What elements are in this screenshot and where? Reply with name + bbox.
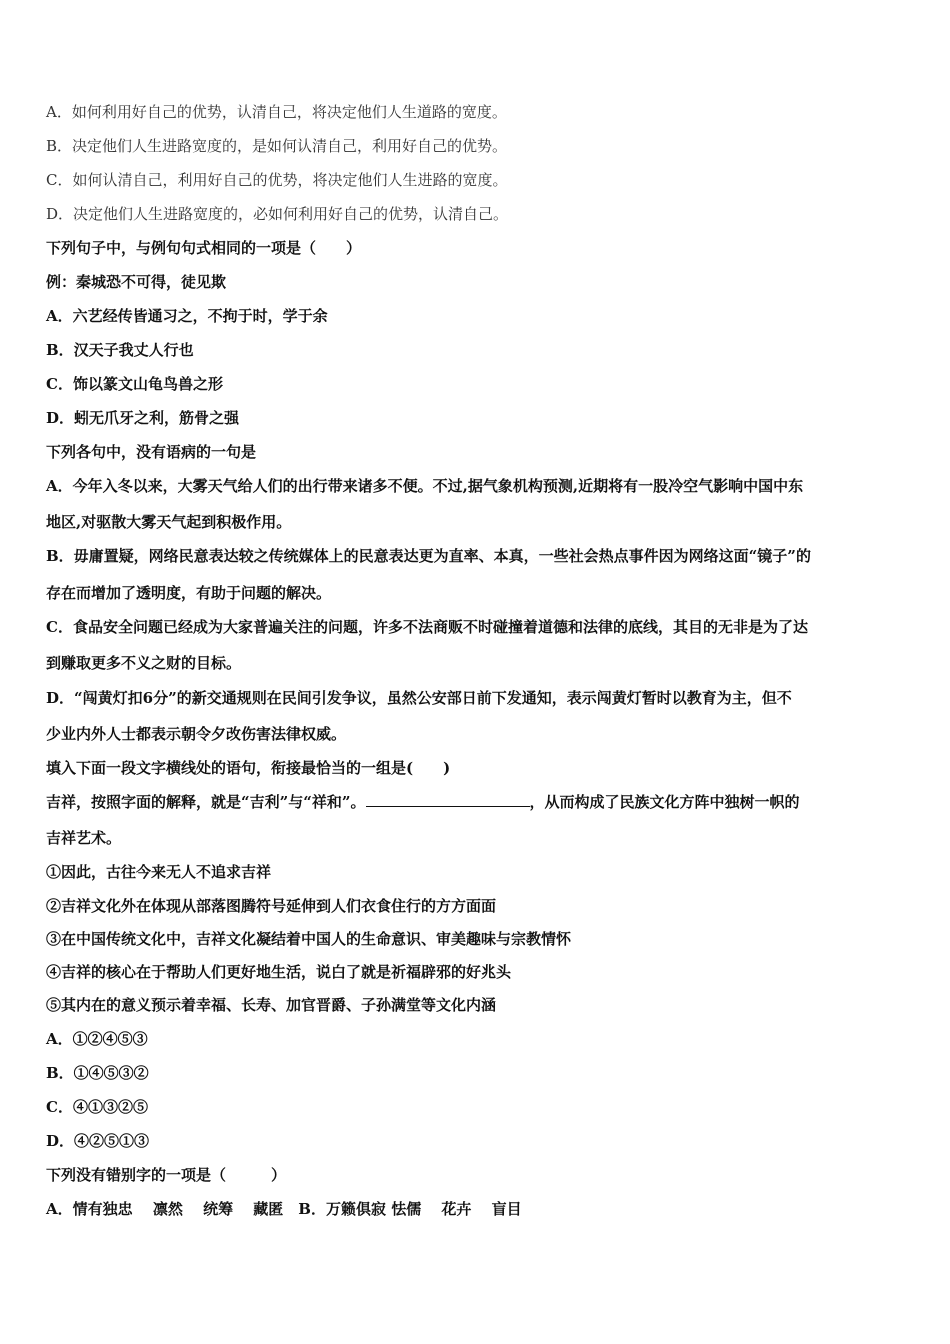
option-c: C．④①③②⑤ bbox=[46, 1098, 148, 1116]
statement-2: ②吉祥文化外在体现从部落图腾符号延伸到人们衣食住行的方方面面 bbox=[46, 897, 497, 915]
option-d-continued: 少业内外人士都表示朝令夕改伤害法律权威。 bbox=[46, 725, 347, 743]
statement-1: ①因此，古往今来无人不追求吉祥 bbox=[46, 863, 272, 881]
option-b: B．汉天子我丈人行也 bbox=[46, 341, 194, 359]
statement-3: ③在中国传统文化中，吉祥文化凝结着中国人的生命意识、审美趣味与宗教情怀 bbox=[46, 930, 572, 948]
option-d: D．决定他们人生进路宽度的，必如何利用好自己的优势，认清自己。 bbox=[46, 205, 509, 223]
question-stem: 下列各句中，没有语病的一句是 bbox=[46, 443, 257, 461]
option-b-continued: 存在而增加了透明度，有助于问题的解决。 bbox=[46, 584, 332, 602]
option-b: B．决定他们人生进路宽度的，是如何认清自己，利用好自己的优势。 bbox=[46, 137, 508, 155]
question-stem: 填入下面一段文字横线处的语句，衔接最恰当的一组是( ) bbox=[46, 759, 451, 777]
passage-after: ，从而构成了民族文化方阵中独树一帜的 bbox=[529, 793, 800, 811]
option-d: D．④②⑤①③ bbox=[46, 1132, 150, 1150]
option-b: B．①④⑤③② bbox=[46, 1064, 149, 1082]
passage bbox=[46, 792, 800, 812]
passage-continued: 吉祥艺术。 bbox=[46, 829, 122, 847]
statement-4: ④吉祥的核心在于帮助人们更好地生活，说白了就是祈福辟邪的好兆头 bbox=[46, 963, 512, 981]
option-c: C．饰以篆文山龟鸟兽之形 bbox=[46, 375, 223, 393]
option-a: A．如何利用好自己的优势，认清自己，将决定他们人生道路的宽度。 bbox=[46, 103, 507, 121]
question-stem: 下列没有错别字的一项是（ ） bbox=[46, 1166, 287, 1184]
option-d: D．蚓无爪牙之利，筋骨之强 bbox=[46, 409, 240, 427]
option-d: D．“闯黄灯扣6分”的新交通规则在民间引发争议，虽然公安部日前下发通知，表示闯黄灯暂时以教育为主，但不 bbox=[46, 689, 792, 707]
option-a: A．①②④⑤③ bbox=[46, 1030, 148, 1048]
option-c: C．食品安全问题已经成为大家普遍关注的问题，许多不法商贩不时碰撞着道德和法律的底线，其目的无非是为了达 bbox=[46, 618, 808, 636]
statement-5: ⑤其内在的意义预示着幸福、长寿、加官晋爵、子孙满堂等文化内涵 bbox=[46, 996, 497, 1014]
option-c: C．如何认清自己，利用好自己的优势，将决定他们人生进路的宽度。 bbox=[46, 171, 508, 189]
fill-blank bbox=[366, 792, 530, 807]
option-a: A．今年入冬以来，大雾天气给人们的出行带来诸多不便。不过,据气象机构预测,近期将有一股冷空气影响中国中东 bbox=[46, 477, 804, 495]
option-b: B．毋庸置疑，网络民意表达较之传统媒体上的民意表达更为直率、本真，一些社会热点事件因为网络这面“镜子”的 bbox=[46, 547, 811, 565]
option-a: A．六艺经传皆通习之，不拘于时，学于余 bbox=[46, 307, 328, 325]
passage-before: 吉祥，按照字面的解释，就是“吉利”与“祥和”。 bbox=[46, 793, 366, 811]
question-stem: 下列句子中，与例句句式相同的一项是（ ） bbox=[46, 239, 362, 257]
example-sentence: 例：秦城恐不可得，徒见欺 bbox=[46, 273, 227, 291]
options-ab: A．情有独忠 凛然 统筹 藏匿 B．万籁俱寂 怯儒 花卉 盲目 bbox=[46, 1200, 522, 1218]
option-c-continued: 到赚取更多不义之财的目标。 bbox=[46, 654, 242, 672]
option-a-continued: 地区,对驱散大雾天气起到积极作用。 bbox=[46, 513, 292, 531]
